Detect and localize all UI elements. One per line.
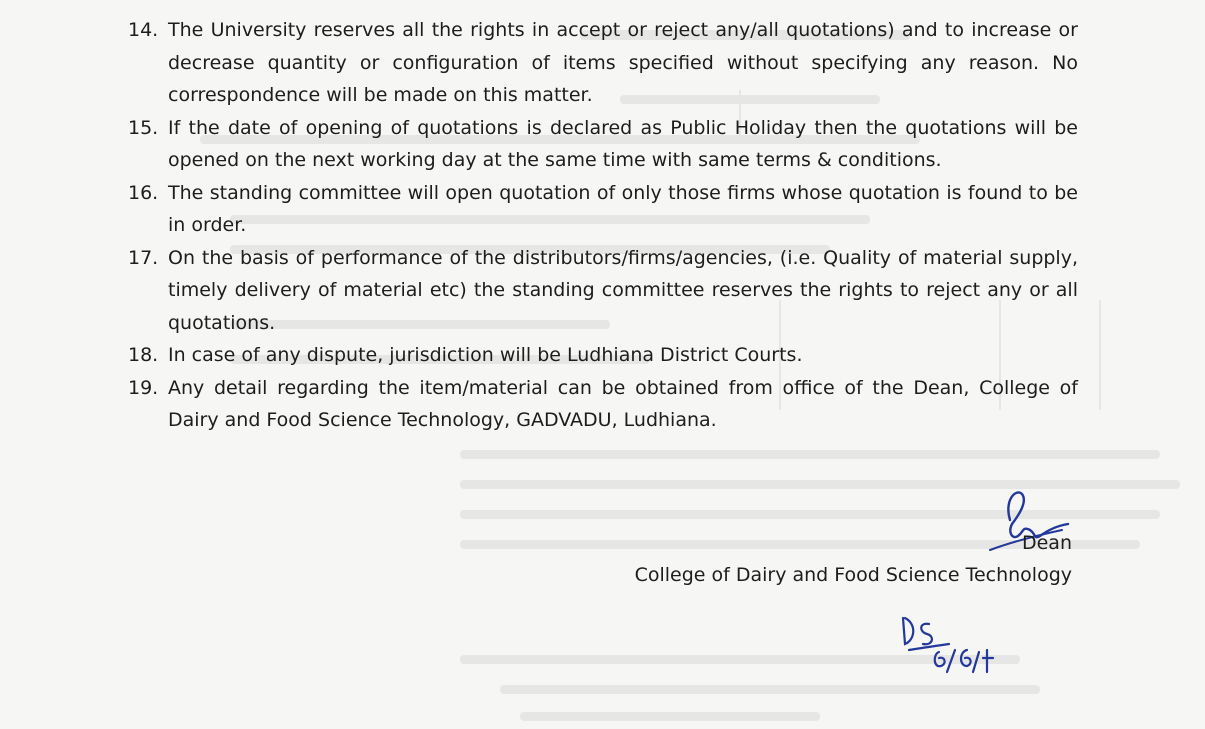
term-item-19	[128, 372, 1078, 437]
term-number: 16.	[128, 181, 159, 204]
term-item-14	[128, 14, 1078, 112]
handwritten-initials-date	[895, 610, 1005, 680]
term-number: 17.	[128, 246, 159, 269]
term-item-15	[128, 112, 1078, 177]
term-number: 14.	[128, 19, 159, 41]
term-text: Any detail regarding the item/material can be obtained from office of the Dean, College of Dairy and Food Science Technology, GADVADU, Ludhiana.	[168, 376, 1078, 431]
term-item-16	[128, 177, 1078, 242]
term-number: 18.	[128, 344, 159, 366]
term-item-17	[128, 242, 1078, 340]
term-text: On the basis of performance of the distributors/firms/agencies, (i.e. Quality of material supply, timely delivery of material etc) the standing committee reserves the rights to reject any or all quotations.	[168, 246, 1078, 334]
term-text: In case of any dispute, jurisdiction will be Ludhiana District Courts.	[168, 344, 803, 366]
signatory-organization: College of Dairy and Food Science Technology	[634, 564, 1072, 586]
term-text: The standing committee will open quotation of only those firms whose quotation is found to be in order.	[168, 181, 1078, 236]
term-text: If the date of opening of quotations is declared as Public Holiday then the quotations will be opened on the next working day at the same time with same terms & conditions.	[168, 116, 1078, 171]
term-number: 15.	[128, 116, 159, 139]
term-item-18	[128, 339, 1078, 372]
term-text: The University reserves all the rights in accept or reject any/all quotations) and to increase or decrease quantity or configuration of items specified without specifying any reason. No correspondence will be made on this matter.	[168, 19, 1078, 106]
terms-list	[128, 14, 1078, 437]
term-number: 19.	[128, 376, 159, 399]
signatory-title: Dean	[1021, 532, 1072, 554]
